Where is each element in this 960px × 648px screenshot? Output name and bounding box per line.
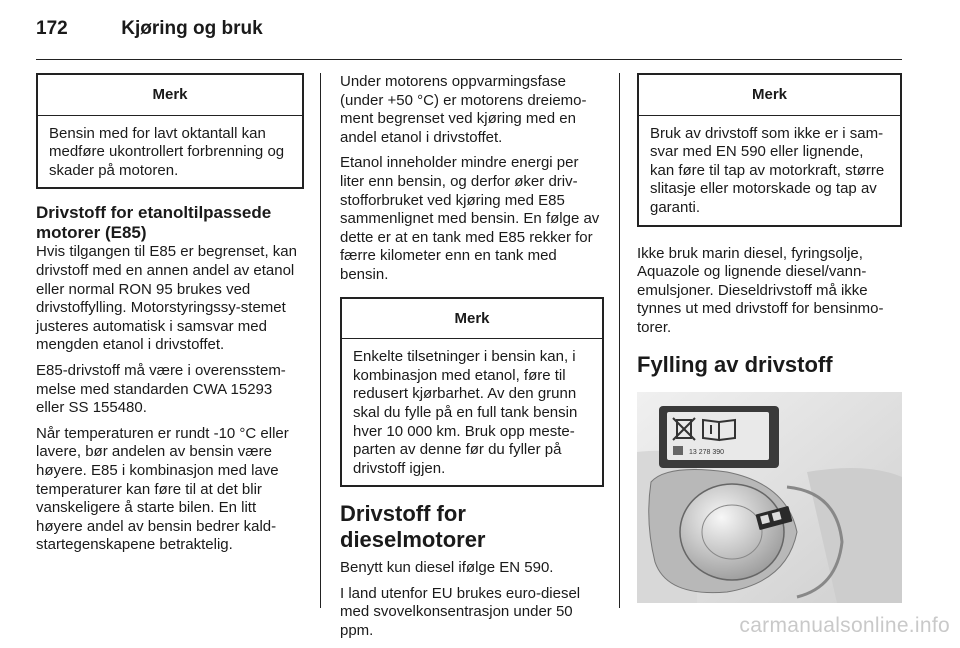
column-2 xyxy=(340,73,604,648)
paragraph: Ikke bruk marin diesel, fyringsolje, Aquazole og lignende diesel/vann-emulsjoner. Dieseldrivstoff må ikke tynnes ut med drivstoff for bensinmo-torer. xyxy=(637,244,884,336)
paragraph: Under motorens oppvarmingsfase (under +50 °C) er motorens dreiemo-ment begrenset ved kjøring med en andel etanol i drivstoffet. xyxy=(340,73,587,146)
paragraph: Når temperaturen er rundt -10 °C eller lavere, bør andelen av bensin være høyere. E85 i kombinasjon med lave temperaturer kan føre til at det blir vanskeligere å starte bilen. En litt høyere andel av bensin bedrer kald-startegenskapene betraktelig. xyxy=(36,424,289,554)
note-title: Merk xyxy=(342,299,602,340)
section-heading-e85: Drivstoff for etanoltilpassede motorer (E85) xyxy=(36,203,272,243)
column-divider-2 xyxy=(619,73,620,608)
fuel-flap-illustration xyxy=(637,392,902,603)
section-heading-diesel: Drivstoff for dieselmotorer xyxy=(340,501,486,553)
paragraph: I land utenfor EU brukes euro-diesel med svovelkonsentrasjon under 50 ppm. xyxy=(340,584,581,640)
note-text: Bensin med for lavt oktantall kan medføre ukontrollert forbrenning og skader på motoren. xyxy=(49,124,285,179)
page-number: 172 xyxy=(36,18,68,39)
note-title: Merk xyxy=(639,75,900,116)
column-1 xyxy=(36,73,304,562)
note-box-en590 xyxy=(637,73,902,227)
column-3 xyxy=(637,73,902,603)
note-box-additives xyxy=(340,297,604,488)
watermark: carmanualsonline.info xyxy=(739,614,950,637)
label-code: 13 278 390 xyxy=(689,448,725,456)
section-heading-refuelling: Fylling av drivstoff xyxy=(637,351,833,377)
fuel-filler-flap-photo xyxy=(637,392,902,603)
note-text: Bruk av drivstoff som ikke er i sam-svar med EN 590 eller lignende, kan føre til tap av motorkraft, større slitasje eller motorskade og tap av garanti. xyxy=(650,124,885,216)
note-box-octane xyxy=(36,73,304,189)
small-diesel-icon xyxy=(673,446,683,455)
paragraph: Benytt kun diesel ifølge EN 590. xyxy=(340,559,554,577)
header-rule xyxy=(36,59,902,60)
column-divider-1 xyxy=(320,73,321,608)
page-title: Kjøring og bruk xyxy=(121,18,263,39)
paragraph: Hvis tilgangen til E85 er begrenset, kan drivstoff med en annen andel av etanol eller normal RON 95 brukes ved drivstoffylling. Motorstyringssy-stemet justeres automatisk i samsvar med mengden etanol i drivstoffet. xyxy=(36,243,297,354)
paragraph: E85-drivstoff må være i overensstem-melse med standarden CWA 15293 eller SS 155480. xyxy=(36,361,286,417)
filler-cap xyxy=(680,484,784,580)
note-text: Enkelte tilsetninger i bensin kan, i kombinasjon med etanol, føre til redusert kjørbarhet. Av den grunn skal du fylle på en full tank bensin hver 10 000 km. Bruk opp meste-parten av denne før du fyller på drivstoff igjen. xyxy=(353,348,578,477)
paragraph: Etanol inneholder mindre energi per liter enn bensin, og derfor øker driv-stofforbruket ved kjøring med E85 sammenlignet med bensin. En følge av dette er at en tank med E85 rekker for færre kilometer enn en tank med bensin. xyxy=(340,154,600,283)
note-title: Merk xyxy=(38,75,302,116)
page-header xyxy=(36,18,263,40)
